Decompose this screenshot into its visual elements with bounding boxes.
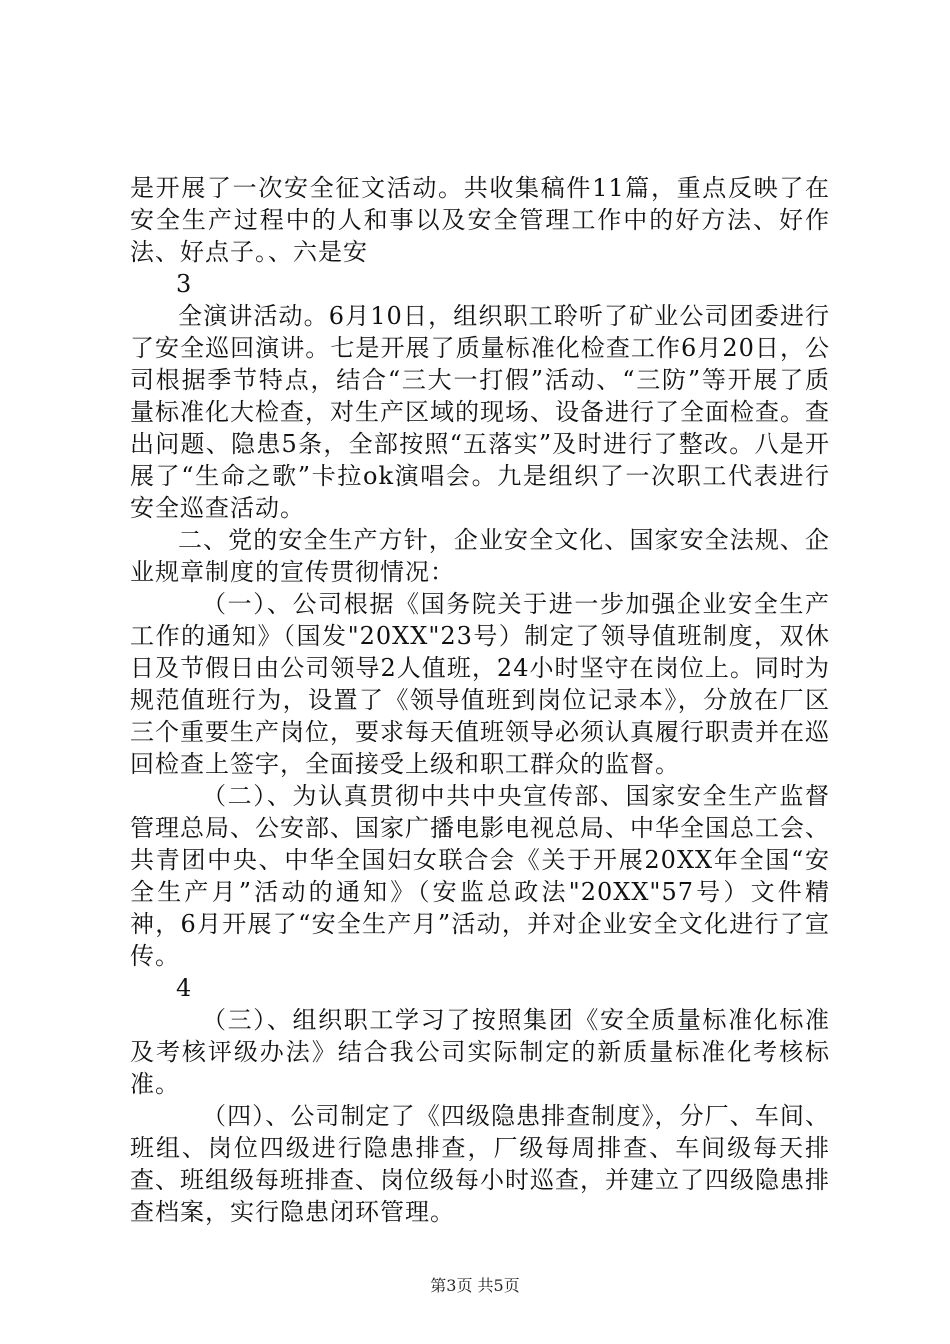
paragraph: 全演讲活动。6月10日，组织职工聆听了矿业公司团委进行了安全巡回演讲。七是开展了质量标准化检查工作6月20日，公司根据季节特点，结合“三大一打假”活动、“三防”等开展了质量标准化大检查，对生产区域的现场、设备进行了全面检查。查出问题、隐患5条，全部按照“五落实”及时进行了整改。八是开展了“生命之歌”卡拉ok演唱会。九是组织了一次职工代表进行安全巡查活动。 xyxy=(130,302,830,522)
page-footer: 第3页 共5页 xyxy=(430,1276,520,1295)
document-body xyxy=(130,172,830,1228)
paragraph: 是开展了一次安全征文活动。共收集稿件11篇，重点反映了在安全生产过程中的人和事以及安全管理工作中的好方法、好作法、好点子。、六是安 xyxy=(130,174,830,266)
inline-page-number: 4 xyxy=(176,974,192,1002)
paragraph: （四）、公司制定了《四级隐患排查制度》，分厂、车间、班组、岗位四级进行隐患排查，厂级每周排查、车间级每天排查、班组级每班排查、岗位级每小时巡查，并建立了四级隐患排查档案，实行隐患闭环管理。 xyxy=(130,1102,830,1226)
paragraph: （三）、组织职工学习了按照集团《安全质量标准化标准及考核评级办法》结合我公司实际制定的新质量标准化考核标准。 xyxy=(130,1006,830,1098)
paragraph: （一）、公司根据《国务院关于进一步加强企业安全生产工作的通知》（国发"20XX"23号）制定了领导值班制度，双休日及节假日由公司领导2人值班，24小时坚守在岗位上。同时为规范值班行为，设置了《领导值班到岗位记录本》，分放在厂区三个重要生产岗位，要求每天值班领导必须认真履行职责并在巡回检查上签字，全面接受上级和职工群众的监督。 xyxy=(130,590,830,778)
section-heading: 二、党的安全生产方针，企业安全文化、国家安全法规、企业规章制度的宣传贯彻情况： xyxy=(130,526,830,586)
paragraph: （二）、为认真贯彻中共中央宣传部、国家安全生产监督管理总局、公安部、国家广播电影电视总局、中华全国总工会、共青团中央、中华全国妇女联合会《关于开展20XX年全国“安全生产月”活动的通知》（安监总政法"20XX"57号）文件精神，6月开展了“安全生产月”活动，并对企业安全文化进行了宣传。 xyxy=(130,782,830,970)
inline-page-number: 3 xyxy=(176,270,192,298)
